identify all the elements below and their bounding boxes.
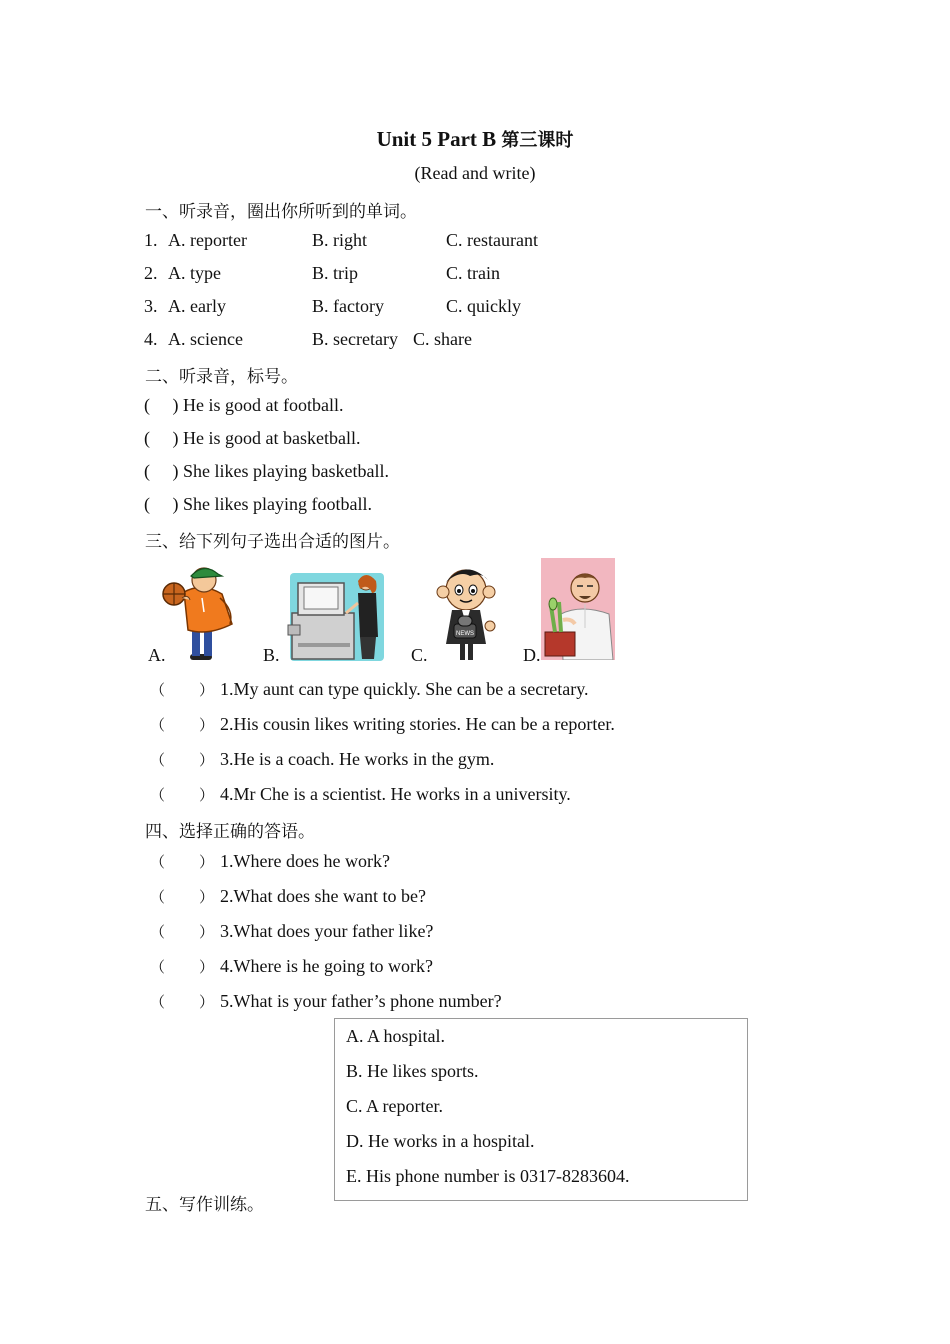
open-paren: （	[150, 995, 166, 1011]
answer-blank[interactable]: ）	[199, 890, 215, 906]
section5-heading: 五、写作训练。	[145, 1195, 264, 1215]
row-number: 3.	[144, 296, 158, 316]
item-text: He is good at football.	[183, 395, 344, 415]
option-a: A. reporter	[168, 230, 247, 250]
section4-heading: 四、选择正确的答语。	[145, 822, 315, 842]
option-b: B. secretary	[312, 329, 398, 349]
option-b: B. factory	[312, 296, 384, 316]
option-a: A. science	[168, 329, 243, 349]
row-number: 4.	[144, 329, 158, 349]
item-text: 3.He is a coach. He works in the gym.	[220, 749, 495, 769]
option-b: B. trip	[312, 263, 359, 283]
picture-label-a: A.	[148, 645, 166, 665]
svg-text:NEWS: NEWS	[456, 631, 474, 637]
item-text: 1.Where does he work?	[220, 851, 390, 871]
option-c: C. restaurant	[446, 230, 538, 250]
answer-blank[interactable]: ）	[199, 718, 215, 734]
option-a: A. type	[168, 263, 221, 283]
option-c: C. train	[446, 263, 500, 283]
picture-label-b: B.	[263, 645, 280, 665]
section3-heading: 三、给下列句子选出合适的图片。	[145, 532, 400, 552]
open-paren: （	[150, 683, 166, 699]
answer-blank[interactable]: ）	[199, 683, 215, 699]
item-text: She likes playing football.	[183, 494, 372, 514]
item-text: 3.What does your father like?	[220, 921, 434, 941]
section2-heading: 二、听录音，标号。	[145, 367, 298, 387]
reporter-with-microphone-icon	[430, 560, 502, 662]
item-text: She likes playing basketball.	[183, 461, 389, 481]
answer-option-c: C. A reporter.	[346, 1096, 443, 1116]
open-paren: （	[150, 788, 166, 804]
secretary-at-copier-icon	[284, 569, 384, 661]
answer-blank[interactable]: ）	[199, 960, 215, 976]
listen-item	[144, 395, 343, 416]
open-paren: （	[150, 718, 166, 734]
picture-label-c: C.	[411, 645, 428, 665]
row-number: 1.	[144, 230, 158, 250]
open-paren: （	[150, 753, 166, 769]
open-paren: （	[150, 925, 166, 941]
section1-heading: 一、听录音，圈出你所听到的单词。	[145, 202, 417, 222]
open-paren: （	[150, 855, 166, 871]
item-text: 4.Where is he going to work?	[220, 956, 433, 976]
answer-blank[interactable]: ( )	[144, 461, 179, 481]
option-c: C. share	[413, 329, 472, 349]
open-paren: （	[150, 890, 166, 906]
answer-blank[interactable]: ( )	[144, 395, 179, 415]
answer-option-b: B. He likes sports.	[346, 1061, 479, 1081]
answer-options-box	[334, 1018, 748, 1201]
option-c: C. quickly	[446, 296, 521, 316]
scientist-in-lab-icon	[541, 558, 615, 660]
answer-option-e: E. His phone number is 0317-8283604.	[346, 1166, 630, 1186]
coach-with-basketball-icon	[160, 558, 242, 662]
answer-blank[interactable]: ）	[199, 855, 215, 871]
item-text: He is good at basketball.	[183, 428, 361, 448]
item-text: 4.Mr Che is a scientist. He works in a university.	[220, 784, 571, 804]
listen-item	[144, 428, 360, 449]
answer-blank[interactable]: ）	[199, 925, 215, 941]
answer-blank[interactable]: ）	[199, 995, 215, 1011]
item-text: 5.What is your father’s phone number?	[220, 991, 502, 1011]
listen-item	[144, 494, 372, 515]
listen-item	[144, 461, 389, 482]
page-subtitle: (Read and write)	[414, 163, 536, 183]
option-b: B. right	[312, 230, 368, 250]
title-english: Unit 5 Part B	[376, 127, 502, 151]
page-title	[0, 126, 950, 152]
answer-blank[interactable]: ( )	[144, 428, 179, 448]
title-chinese: 第三课时	[501, 130, 574, 151]
answer-blank[interactable]: ）	[199, 753, 215, 769]
answer-option-d: D. He works in a hospital.	[346, 1131, 535, 1151]
open-paren: （	[150, 960, 166, 976]
answer-blank[interactable]: ( )	[144, 494, 179, 514]
picture-label-d: D.	[523, 645, 541, 665]
answer-option-a: A. A hospital.	[346, 1026, 446, 1046]
answer-blank[interactable]: ）	[199, 788, 215, 804]
row-number: 2.	[144, 263, 158, 283]
item-text: 2.His cousin likes writing stories. He can be a reporter.	[220, 714, 615, 734]
item-text: 2.What does she want to be?	[220, 886, 426, 906]
item-text: 1.My aunt can type quickly. She can be a secretary.	[220, 679, 589, 699]
option-a: A. early	[168, 296, 226, 316]
